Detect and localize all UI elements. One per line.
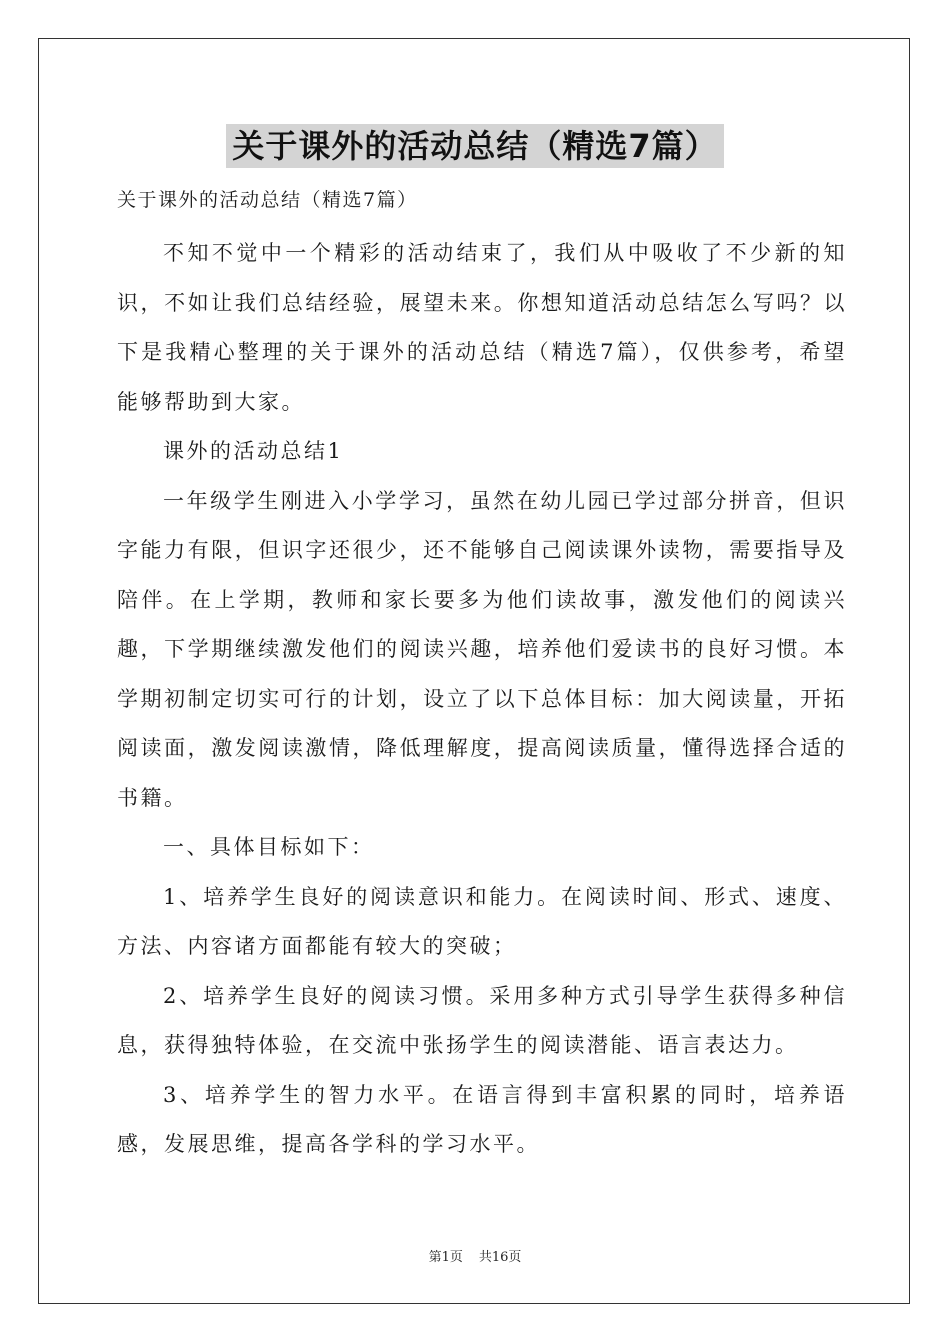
list-item: 1、培养学生良好的阅读意识和能力。在阅读时间、形式、速度、方法、内容诸方面都能有较大的突破； — [117, 884, 847, 958]
body-paragraph: 一年级学生刚进入小学学习，虽然在幼儿园已学过部分拼音，但识字能力有限，但识字还很少，还不能够自己阅读课外读物，需要指导及陪伴。在上学期，教师和家长要多为他们读故事，激发他们的阅读兴趣，下学期继续激发他们的阅读兴趣，培养他们爱读书的良好习惯。本学期初制定切实可行的计划，设立了以下总体目标：加大阅读量，开拓阅读面，激发阅读激情，降低理解度，提高阅读质量，懂得选择合适的书籍。 — [117, 488, 847, 810]
document-title-text: 关于课外的活动总结（精选7篇） — [226, 124, 723, 168]
page-total: 共16页 — [478, 1250, 522, 1265]
list-item: 3、培养学生的智力水平。在语言得到丰富积累的同时，培养语感，发展思维，提高各学科的学习水平。 — [117, 1082, 847, 1156]
intro-paragraph: 不知不觉中一个精彩的活动结束了，我们从中吸收了不少新的知识，不如让我们总结经验，展望未来。你想知道活动总结怎么写吗？以下是我精心整理的关于课外的活动总结（精选7篇），仅供参考，希望能够帮助到大家。 — [117, 241, 847, 414]
list-item: 2、培养学生良好的阅读习惯。采用多种方式引导学生获得多种信息，获得独特体验，在交流中张扬学生的阅读潜能、语言表达力。 — [117, 983, 847, 1057]
document-body — [117, 180, 847, 1170]
document-subtitle: 关于课外的活动总结（精选7篇） — [117, 189, 418, 211]
list-heading: 一、具体目标如下： — [163, 835, 375, 859]
page-number: 第1页 — [428, 1250, 463, 1265]
document-title — [0, 124, 950, 168]
section-heading: 课外的活动总结1 — [163, 439, 344, 463]
page-footer — [0, 1246, 950, 1265]
